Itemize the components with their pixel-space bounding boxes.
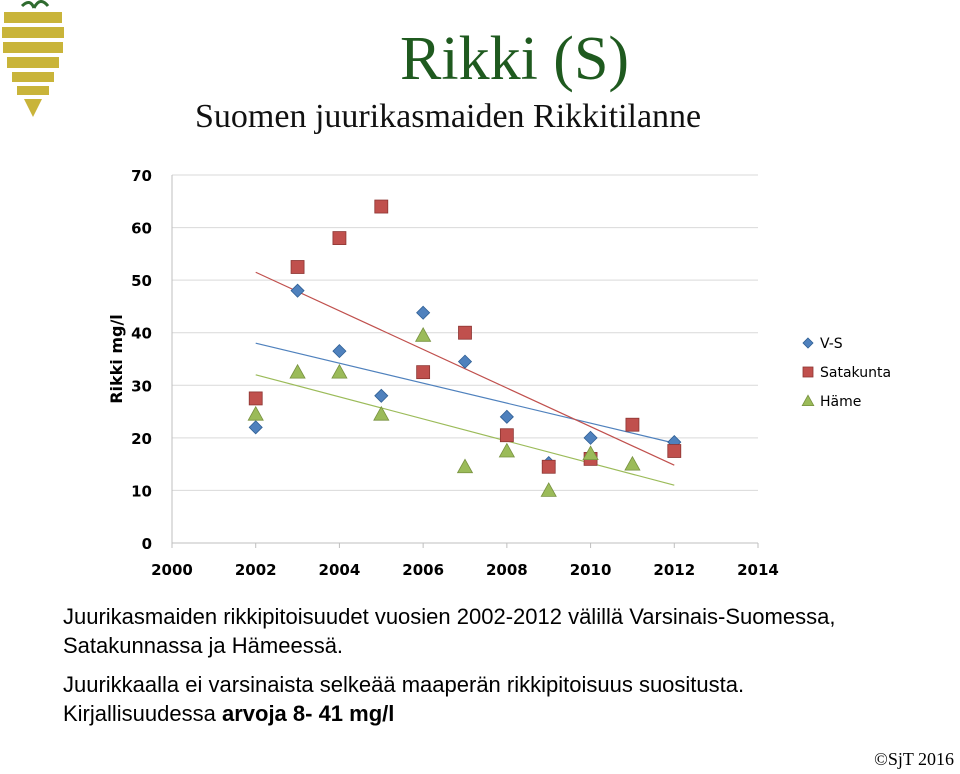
data-point-diamond [375, 389, 388, 402]
legend-label: Häme [820, 394, 862, 410]
x-tick-label: 2006 [402, 561, 445, 579]
legend-marker [802, 395, 814, 405]
data-point-triangle [541, 483, 556, 496]
data-point-square [626, 418, 639, 431]
page-subtitle: Suomen juurikasmaiden Rikkitilanne [195, 98, 702, 135]
description-text [63, 602, 943, 728]
beet-leaves-icon [22, 1, 48, 8]
data-point-square [249, 392, 262, 405]
y-tick-label: 30 [131, 377, 152, 396]
legend-label: Satakunta [820, 365, 892, 381]
y-tick-label: 20 [131, 429, 152, 448]
data-point-square [668, 445, 681, 458]
data-point-square [500, 429, 513, 442]
description-paragraph-2: Juurikkaalla ei varsinaista selkeää maaperän rikkipitoisuus suositusta. [63, 672, 745, 697]
data-point-square [375, 200, 388, 213]
literature-values: arvoja 8- 41 mg/l [221, 701, 395, 726]
data-point-square [542, 460, 555, 473]
page-title: Rikki (S) [400, 25, 630, 93]
y-tick-label: 70 [131, 167, 152, 185]
description-paragraph-3 [63, 699, 943, 728]
data-point-triangle [458, 459, 473, 472]
sugar-beet-logo [0, 0, 70, 125]
data-point-diamond [249, 421, 262, 434]
data-point-square [459, 326, 472, 339]
data-point-triangle [499, 444, 514, 457]
data-point-diamond [417, 306, 430, 319]
x-tick-label: 2008 [485, 561, 528, 579]
x-tick-label: 2010 [569, 561, 612, 579]
y-tick-label: 10 [131, 482, 152, 501]
data-point-square [291, 261, 304, 274]
x-tick-label: 2004 [318, 561, 361, 579]
x-tick-label: 2002 [234, 561, 277, 579]
legend-marker [803, 338, 813, 348]
y-tick-label: 40 [131, 324, 152, 343]
data-point-diamond [333, 345, 346, 358]
data-point-triangle [332, 365, 347, 378]
y-tick-label: 50 [131, 272, 152, 291]
description-paragraph-1: Juurikasmaiden rikkipitoisuudet vuosien 2002-2012 välillä Varsinais-Suomessa, Satakunnassa ja Hämeessä. [63, 604, 836, 658]
y-tick-label: 0 [141, 535, 152, 553]
sulfur-scatter-chart [0, 150, 960, 590]
data-point-triangle [625, 457, 640, 470]
data-point-diamond [291, 284, 304, 297]
x-tick-label: 2012 [653, 561, 696, 579]
legend-label: V-S [820, 336, 843, 352]
data-point-square [417, 366, 430, 379]
beet-body-icon [2, 12, 64, 117]
literature-label: Kirjallisuudessa [63, 701, 222, 726]
data-point-square [333, 232, 346, 245]
data-point-triangle [416, 328, 431, 341]
y-tick-label: 60 [131, 219, 152, 238]
data-point-diamond [500, 410, 513, 423]
data-point-triangle [290, 365, 305, 378]
trendline-square [256, 272, 675, 465]
data-point-diamond [584, 431, 597, 444]
copyright-notice: ©SjT 2016 [874, 749, 954, 769]
x-tick-label: 2000 [151, 561, 193, 579]
y-axis-label: Rikki mg/l [107, 314, 126, 404]
x-tick-label: 2014 [737, 561, 779, 579]
legend-marker [803, 367, 813, 377]
data-point-triangle [248, 407, 263, 420]
